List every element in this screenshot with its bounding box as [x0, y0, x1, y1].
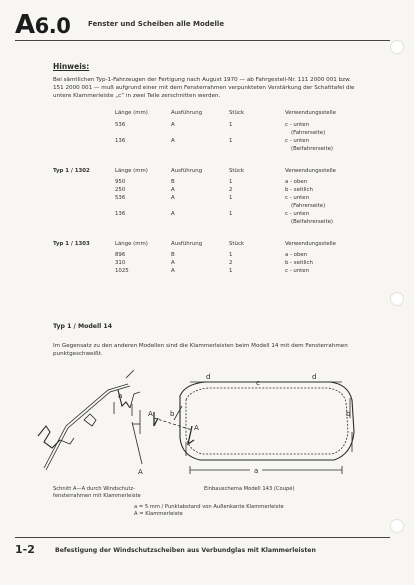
table-row — [53, 260, 373, 268]
column-header: Länge (mm) — [115, 110, 148, 116]
column-header: Ausführung — [171, 110, 203, 116]
label-a: a — [254, 467, 259, 475]
caption-line: fensterrahmen mit Klammerleiste — [53, 493, 141, 499]
cell-location: (Beifahrerseite) — [291, 146, 334, 152]
label-b: b — [346, 410, 351, 418]
label-a: a — [118, 392, 123, 400]
punch-hole — [390, 40, 404, 54]
cell-location: b - seitlich — [285, 187, 313, 193]
label-d: d — [312, 373, 317, 381]
cell-length: 250 — [115, 187, 126, 193]
table-header-row — [53, 241, 373, 249]
column-header: Verwendungsstelle — [285, 241, 336, 247]
section-letter: A — [15, 10, 35, 40]
windshield-inner-outline — [186, 388, 348, 454]
label-A: A — [148, 410, 153, 418]
modell14-paragraph — [53, 342, 348, 358]
legend-line: a = 5 mm / Punktabstand von Außenkante Klammerleiste — [134, 504, 284, 510]
section-number: 6.0 — [34, 14, 71, 38]
cell-type: A — [171, 268, 175, 274]
cell-count: 2 — [229, 260, 233, 266]
cell-count: 1 — [229, 195, 233, 201]
column-header: Stück — [229, 241, 245, 247]
glass-section-line — [44, 384, 128, 468]
cell-count: 1 — [229, 211, 233, 217]
windshield-diagram — [30, 368, 380, 490]
table-row — [53, 211, 373, 219]
cell-length: 950 — [115, 179, 126, 185]
cell-location: (Beifahrerseite) — [291, 219, 334, 225]
page-number: 1-2 — [15, 543, 35, 556]
cell-count: 1 — [229, 252, 233, 258]
parts-table-1 — [53, 110, 373, 154]
footer-rule — [15, 537, 390, 538]
table-row — [53, 146, 373, 154]
cell-type: A — [171, 195, 175, 201]
cell-count: 1 — [229, 138, 233, 144]
column-header: Ausführung — [171, 241, 203, 247]
modell14-line: punktgeschweißt. — [53, 351, 103, 357]
table-row — [53, 252, 373, 260]
cell-length: 136 — [115, 138, 126, 144]
type-label: Typ 1 / 1302 — [53, 168, 90, 174]
cell-length: 136 — [115, 211, 126, 217]
footer-title: Befestigung der Windschutzscheiben aus Verbundglas mit Klammerleisten — [55, 547, 316, 554]
table-row — [53, 195, 373, 203]
windshield-outline — [180, 382, 354, 460]
table-row — [53, 138, 373, 146]
cell-count: 1 — [229, 179, 233, 185]
cell-location: a - oben — [285, 252, 308, 258]
table-header-row — [53, 168, 373, 176]
cell-location: (Fahrerseite) — [291, 203, 326, 209]
cell-type: A — [171, 211, 175, 217]
cell-location: c - unten — [285, 195, 310, 201]
table-header-row — [53, 110, 373, 118]
cell-length: 896 — [115, 252, 126, 258]
table-row — [53, 203, 373, 211]
cell-count: 1 — [229, 268, 233, 274]
punch-hole — [390, 292, 404, 306]
cell-location: (Fahrerseite) — [291, 130, 326, 136]
cell-type: A — [171, 260, 175, 266]
table-row — [53, 268, 373, 276]
punch-hole — [390, 519, 404, 533]
hinweis-line: 151 2000 001 — muß aufgrund einer mit dem Fensterrahmen verpunkteten Verstärkung der Schalttafel die — [53, 85, 355, 91]
hinweis-paragraph — [53, 76, 355, 100]
label-c: c — [256, 379, 260, 387]
hinweis-line: Bei sämtlichen Typ-1-Fahrzeugen der Fertigung nach August 1970 — ab Fahrgestell-Nr. 111 2000 001 bzw. — [53, 77, 351, 83]
cell-type: A — [171, 138, 175, 144]
cell-count: 1 — [229, 122, 233, 128]
hinweis-line: untere Klammerleiste „c“ in zwei Teile zerschnitten werden. — [53, 93, 221, 99]
column-header: Ausführung — [171, 168, 203, 174]
table-row — [53, 122, 373, 130]
cell-type: A — [171, 122, 175, 128]
type-label: Typ 1 / 1303 — [53, 241, 90, 247]
caption-line: Schnitt A—A durch Windschutz- — [53, 486, 135, 492]
table-row — [53, 179, 373, 187]
parts-table-2 — [53, 168, 373, 227]
label-A: A — [194, 424, 199, 432]
cell-location: c - unten — [285, 122, 310, 128]
cell-length: 310 — [115, 260, 126, 266]
header-rule — [15, 40, 390, 41]
page-title: Fenster und Scheiben alle Modelle — [88, 20, 225, 28]
clamp-detail-icon — [84, 414, 96, 426]
column-header: Länge (mm) — [115, 241, 148, 247]
cell-location: a - oben — [285, 179, 308, 185]
cell-location: c - unten — [285, 268, 310, 274]
column-header: Stück — [229, 168, 245, 174]
modell14-heading: Typ 1 / Modell 14 — [53, 323, 113, 330]
cell-location: c - unten — [285, 138, 310, 144]
legend — [134, 504, 284, 518]
label-d: d — [206, 373, 211, 381]
clip-profile-icon — [38, 426, 60, 448]
section-code — [15, 10, 70, 40]
legend-line: A = Klammerleiste — [134, 511, 183, 517]
column-header: Verwendungsstelle — [285, 168, 336, 174]
modell14-line: Im Gegensatz zu den anderen Modellen sind die Klammerleisten beim Modell 14 mit dem Fensterrahmen — [53, 343, 348, 349]
cell-length: 1025 — [115, 268, 129, 274]
caption-section — [53, 486, 141, 500]
label-A: A — [138, 468, 143, 476]
column-header: Stück — [229, 110, 245, 116]
cell-length: 536 — [115, 195, 126, 201]
column-header: Länge (mm) — [115, 168, 148, 174]
column-header: Verwendungsstelle — [285, 110, 336, 116]
cell-length: 536 — [115, 122, 126, 128]
table-row — [53, 130, 373, 138]
hinweis-heading: Hinweis: — [53, 62, 90, 71]
cell-type: B — [171, 179, 175, 185]
cell-count: 2 — [229, 187, 233, 193]
parts-table-3 — [53, 241, 373, 276]
cell-type: B — [171, 252, 175, 258]
cell-location: b - seitlich — [285, 260, 313, 266]
cell-type: A — [171, 187, 175, 193]
label-b: b — [170, 410, 175, 418]
caption-installation: Einbauschema Modell 143 (Coupé) — [204, 486, 295, 492]
cell-location: c - unten — [285, 211, 310, 217]
table-row — [53, 219, 373, 227]
table-row — [53, 187, 373, 195]
